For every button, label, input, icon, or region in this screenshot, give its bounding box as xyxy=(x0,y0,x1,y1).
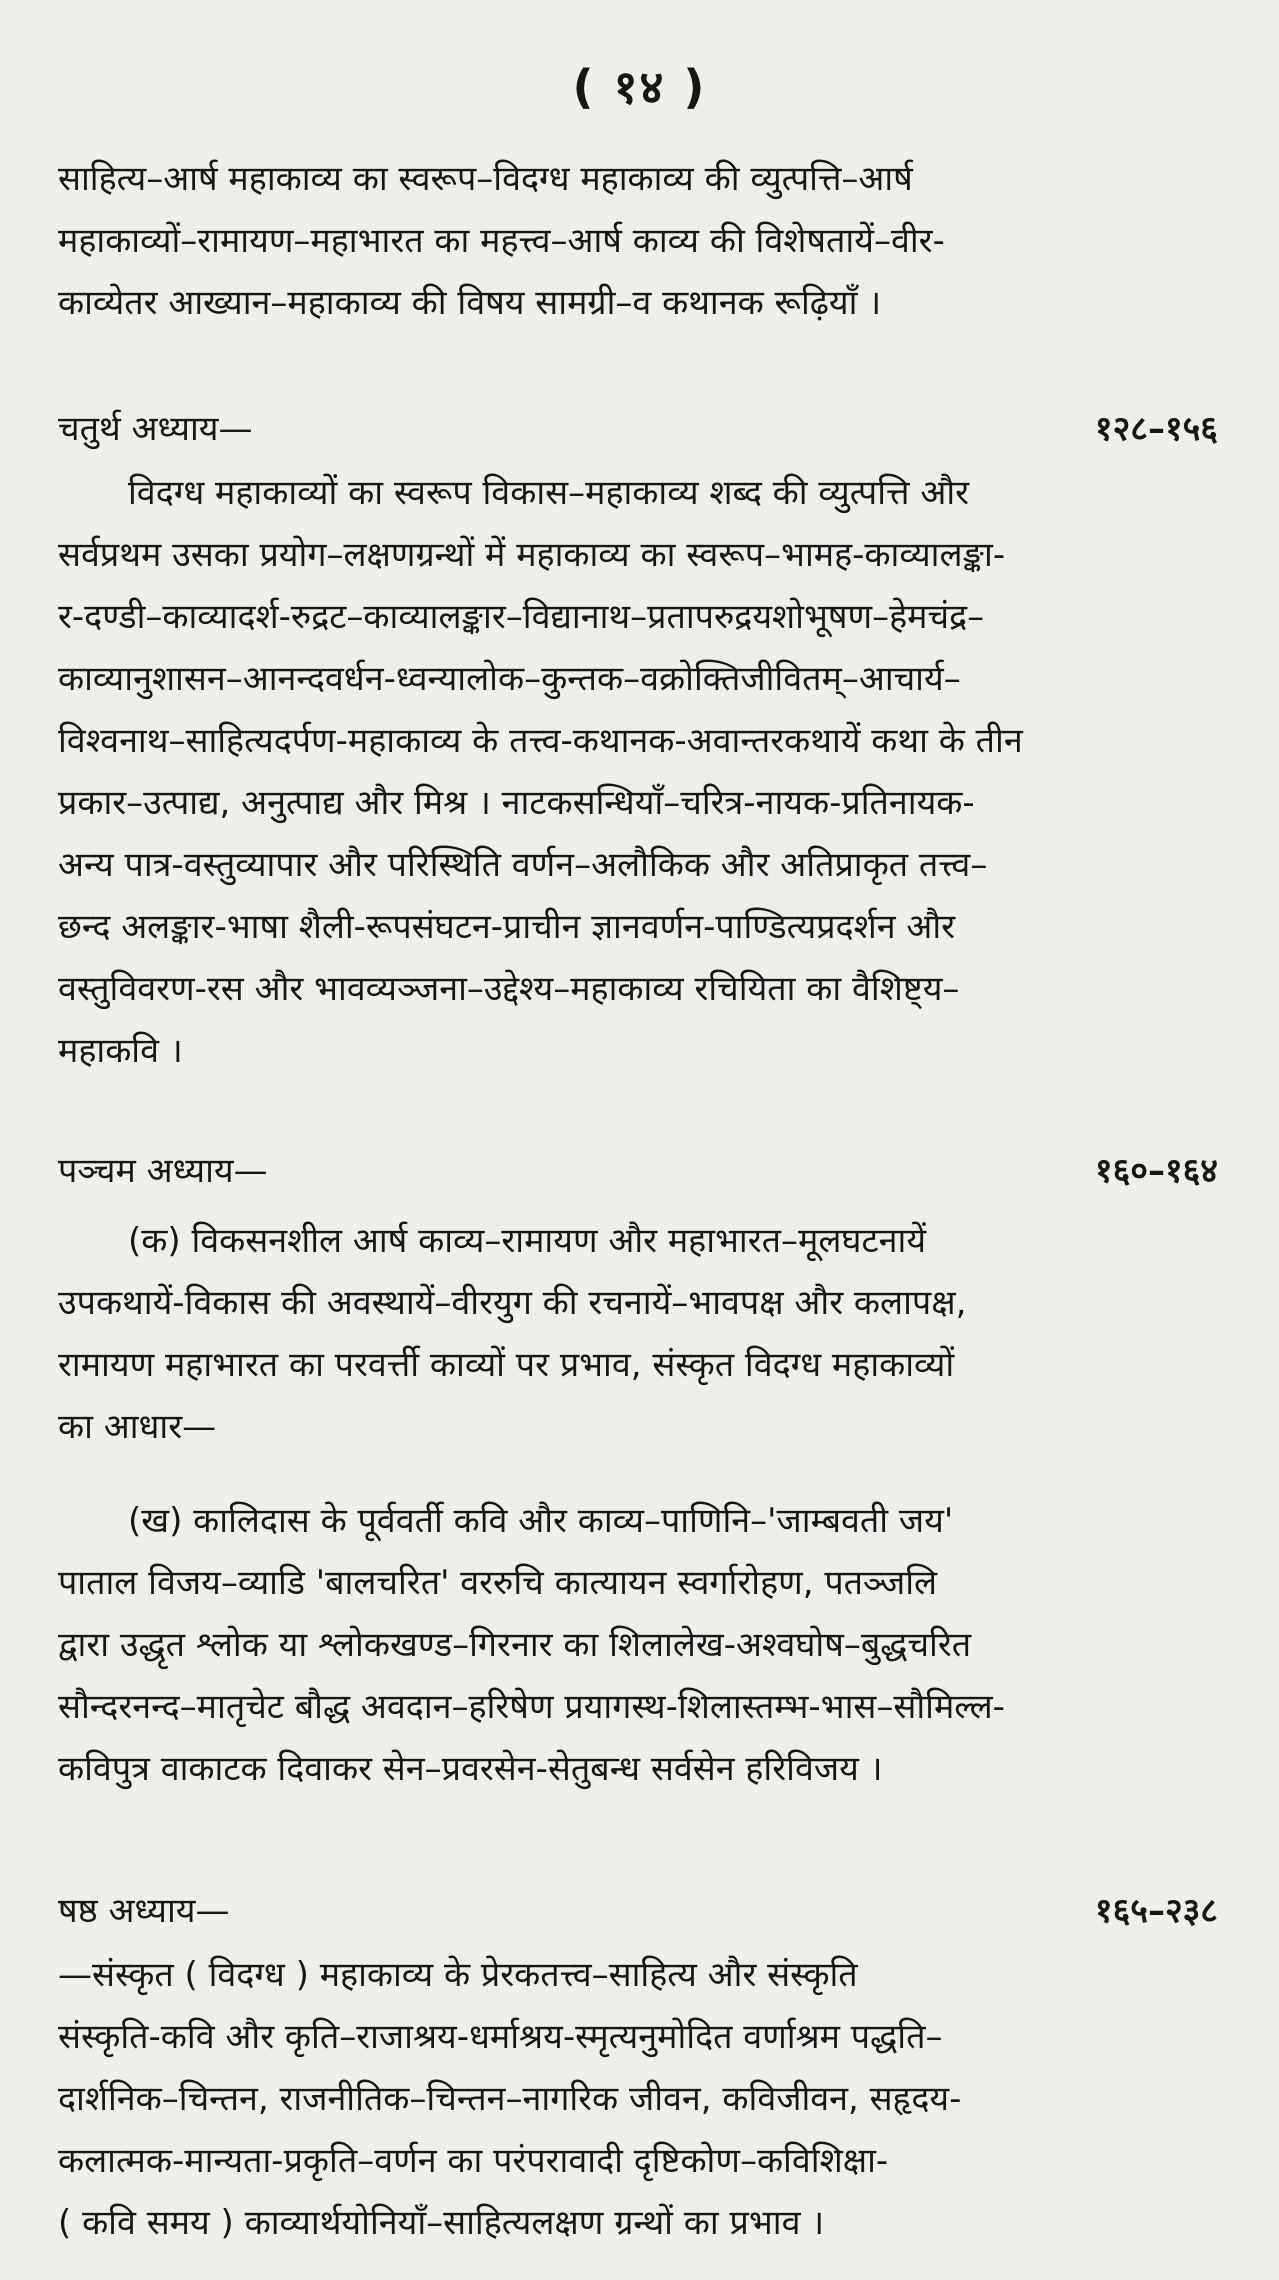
chapter5-heading xyxy=(58,1140,1218,1202)
chapter5-b-line: पाताल विजय–व्याडि 'बालचरित' वररुचि कात्यायन स्वर्गारोहण, पतञ्जलि xyxy=(58,1563,938,1603)
intro-line: महाकाव्यों–रामायण–महाभारत का महत्त्व–आर्ष काव्य की विशेषतायें–वीर- xyxy=(58,221,945,261)
chapter6-line: ( कवि समय ) काव्यार्थयोनियाँ–साहित्यलक्षण ग्रन्थों का प्रभाव । xyxy=(58,2203,825,2243)
chapter5-a-line: का आधार— xyxy=(58,1407,217,1447)
chapter6-line: कलात्मक-मान्यता-प्रकृति–वर्णन का परंपरावादी दृष्टिकोण–कविशिक्षा- xyxy=(58,2141,889,2181)
chapter6-page-range: १६५–२३८ xyxy=(1094,1891,1218,1931)
chapter5-a-line: उपकथायें-विकास की अवस्थायें–वीरयुग की रचनायें–भावपक्ष और कलापक्ष, xyxy=(58,1283,967,1323)
page-number: ( १४ ) xyxy=(572,60,707,114)
chapter5-page-range: १६०–१६४ xyxy=(1094,1151,1218,1191)
chapter4-line: र-दण्डी–काव्यादर्श-रुद्रट–काव्यालङ्कार–विद्यानाथ–प्रतापरुद्रयशोभूषण–हेमचंद्र– xyxy=(58,597,985,637)
chapter4-line: काव्यानुशासन–आनन्दवर्धन-ध्वन्यालोक–कुन्तक–वक्रोक्तिजीवितम्–आचार्य– xyxy=(58,659,961,699)
chapter4-line: अन्य पात्र-वस्तुव्यापार और परिस्थिति वर्णन–अलौकिक और अतिप्राकृत तत्त्व– xyxy=(58,845,988,885)
intro-paragraph xyxy=(58,148,1218,334)
chapter4-line: छन्द अलङ्कार-भाषा शैली-रूपसंघटन-प्राचीन ज्ञानवर्णन-पाण्डित्यप्रदर्शन और xyxy=(58,907,956,947)
chapter4-line: विदग्ध महाकाव्यों का स्वरूप विकास–महाकाव्य शब्द की व्युत्पत्ति और xyxy=(128,473,970,513)
chapter5-a-line: (क) विकसनशील आर्ष काव्य–रामायण और महाभारत–मूलघटनायें xyxy=(128,1221,927,1261)
chapter6-title: षष्ठ अध्याय— xyxy=(58,1891,230,1931)
chapter5-part-b xyxy=(58,1490,1218,1800)
chapter6-body xyxy=(58,1944,1218,2254)
chapter4-page-range: १२८–१५६ xyxy=(1094,409,1218,449)
chapter5-a-line: रामायण महाभारत का परवर्त्ती काव्यों पर प्रभाव, संस्कृत विदग्ध महाकाव्यों xyxy=(58,1345,955,1385)
chapter6-line: संस्कृति-कवि और कृति–राजाश्रय-धर्माश्रय-स्मृत्यनुमोदित वर्णाश्रम पद्धति– xyxy=(58,2017,943,2057)
chapter5-part-a xyxy=(58,1210,1218,1458)
chapter5-b-line: सौन्दरनन्द–मातृचेट बौद्ध अवदान–हरिषेण प्रयागस्थ-शिलास्तम्भ-भास–सौमिल्ल- xyxy=(58,1687,1005,1727)
intro-line: काव्येतर आख्यान–महाकाव्य की विषय सामग्री–व कथानक रूढ़ियाँ । xyxy=(58,283,882,323)
chapter4-line: वस्तुविवरण-रस और भावव्यञ्जना–उद्देश्य–महाकाव्य रचियिता का वैशिष्ट्य– xyxy=(58,969,960,1009)
chapter5-b-line: कविपुत्र वाकाटक दिवाकर सेन–प्रवरसेन-सेतुबन्ध सर्वसेन हरिविजय । xyxy=(58,1749,883,1789)
chapter5-b-line: (ख) कालिदास के पूर्ववर्ती कवि और काव्य–पाणिनि–'जाम्बवती जय' xyxy=(128,1501,954,1541)
chapter5-title: पञ्चम अध्याय— xyxy=(58,1151,268,1191)
chapter4-title: चतुर्थ अध्याय— xyxy=(58,409,253,449)
chapter6-line: —संस्कृत ( विदग्ध ) महाकाव्य के प्रेरकतत्त्व–साहित्य और संस्कृति xyxy=(58,1955,858,1995)
chapter4-line: महाकवि । xyxy=(58,1031,183,1071)
chapter4-line: प्रकार–उत्पाद्य, अनुत्पाद्य और मिश्र । नाटकसन्धियाँ–चरित्र-नायक-प्रतिनायक- xyxy=(58,783,975,823)
chapter6-heading xyxy=(58,1880,1218,1942)
chapter4-line: विश्वनाथ–साहित्यदर्पण-महाकाव्य के तत्त्व-कथानक-अवान्तरकथायें कथा के तीन xyxy=(58,721,1023,761)
intro-line: साहित्य–आर्ष महाकाव्य का स्वरूप–विदग्ध महाकाव्य की व्युत्पत्ति–आर्ष xyxy=(58,159,913,199)
chapter5-b-line: द्वारा उद्धृत श्लोक या श्लोकखण्ड–गिरनार का शिलालेख-अश्वघोष–बुद्धचरित xyxy=(58,1625,972,1665)
chapter6-line: दार्शनिक–चिन्तन, राजनीतिक–चिन्तन–नागरिक जीवन, कविजीवन, सहृदय- xyxy=(58,2079,962,2119)
chapter4-body xyxy=(58,462,1218,1082)
chapter4-line: सर्वप्रथम उसका प्रयोग–लक्षणग्रन्थों में महाकाव्य का स्वरूप–भामह-काव्यालङ्का- xyxy=(58,535,1006,575)
chapter4-heading xyxy=(58,398,1218,460)
